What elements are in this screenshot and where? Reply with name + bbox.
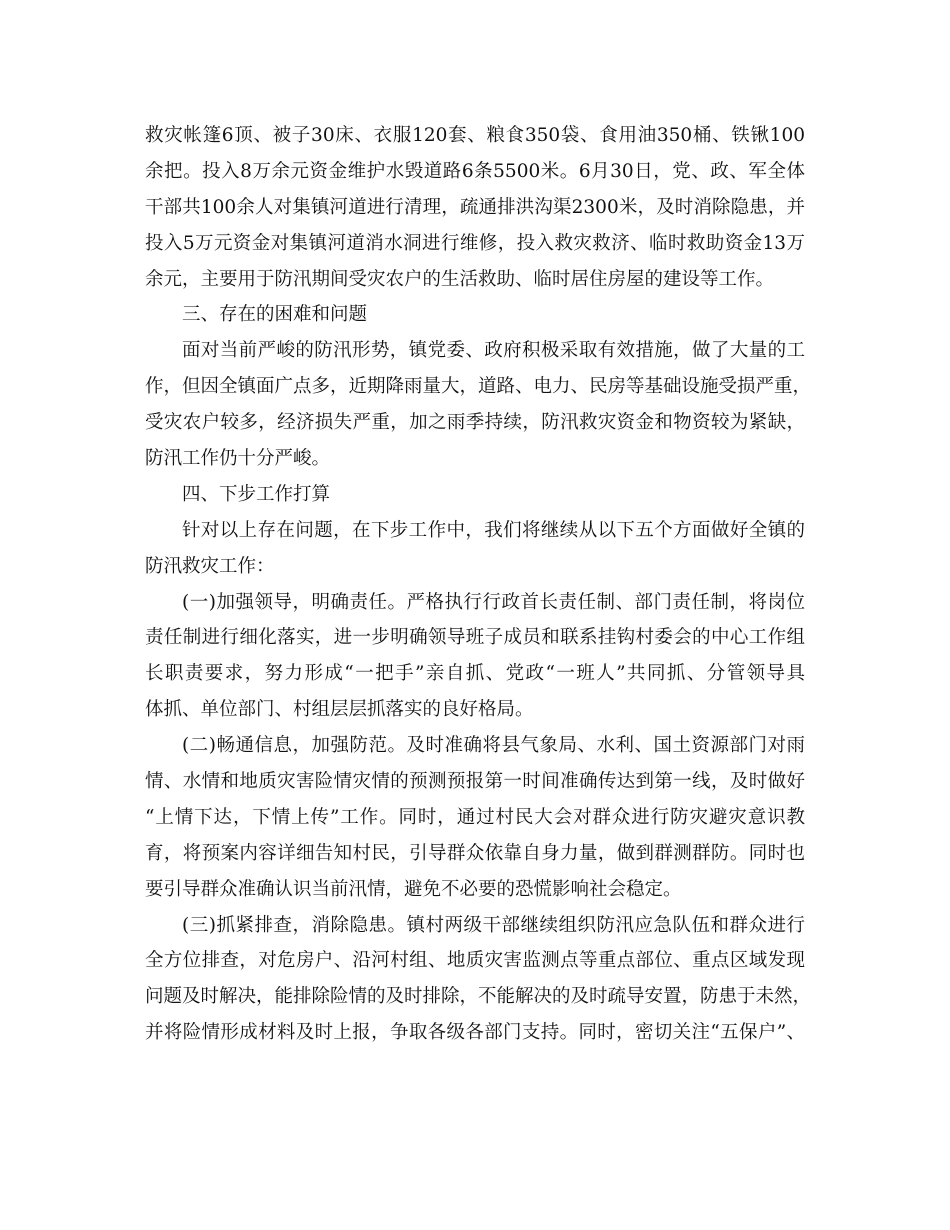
text-line: (二)畅通信息，加强防范。及时准确将县气象局、水利、国土资源部门对雨: [182, 735, 805, 757]
text-line: 余元，主要用于防汛期间受灾农户的生活救助、临时居住房屋的建设等工作。: [145, 268, 775, 290]
text-line: 育，将预案内容详细告知村民，引导群众依靠自身力量，做到群测群防。同时也: [145, 842, 805, 864]
text-line: 全方位排查，对危房户、沿河村组、地质灾害监测点等重点部位、重点区域发现: [145, 950, 805, 972]
text-line: 针对以上存在问题，在下步工作中，我们将继续从以下五个方面做好全镇的: [182, 519, 805, 541]
text-line: 要引导群众准确认识当前汛情，避免不必要的恐慌影响社会稳定。: [145, 878, 682, 900]
text-line: 余把。投入8万余元资金维护水毁道路6条5500米。6月30日，党、政、军全体: [145, 160, 805, 182]
text-line: 作，但因全镇面广点多，近期降雨量大，道路、电力、民房等基础设施受损严重，: [145, 376, 812, 398]
text-line: 防汛救灾工作：: [145, 555, 275, 577]
section-heading: 四、下步工作打算: [182, 483, 331, 505]
section-heading: 三、存在的困难和问题: [182, 304, 368, 326]
document-body: [145, 118, 812, 1051]
text-line: “上情下达，下情上传”工作。同时，通过村民大会对群众进行防灾避灾意识教: [145, 806, 805, 828]
text-line: 长职责要求，努力形成“一把手”亲自抓、党政“一班人”共同抓、分管领导具: [145, 663, 805, 685]
text-line: 面对当前严峻的防汛形势，镇党委、政府积极采取有效措施，做了大量的工: [182, 340, 805, 362]
text-line: 受灾农户较多，经济损失严重，加之雨季持续，防汛救灾资金和物资较为紧缺，: [145, 412, 805, 434]
text-line: 救灾帐篷6顶、被子30床、衣服120套、粮食350袋、食用油350桶、铁锹100: [145, 125, 805, 146]
text-line: (三)抓紧排查，消除隐患。镇村两级干部继续组织防汛应急队伍和群众进行: [182, 914, 805, 936]
text-line: (一)加强领导，明确责任。严格执行行政首长责任制、部门责任制，将岗位: [182, 591, 805, 613]
text-line: 体抓、单位部门、村组层层抓落实的良好格局。: [145, 699, 534, 721]
text-line: 防汛工作仍十分严峻。: [145, 448, 331, 470]
text-line: 情、水情和地质灾害险情灾情的预测预报第一时间准确传达到第一线，及时做好: [145, 771, 805, 793]
text-line: 干部共100余人对集镇河道进行清理，疏通排洪沟渠2300米，及时消除隐患，并: [145, 196, 805, 218]
text-line: 责任制进行细化落实，进一步明确领导班子成员和联系挂钩村委会的中心工作组: [145, 627, 805, 649]
text-line: 并将险情形成材料及时上报，争取各级各部门支持。同时，密切关注“五保户”、: [145, 1022, 805, 1044]
text-line: 投入5万元资金对集镇河道消水洞进行维修，投入救灾救济、临时救助资金13万: [145, 232, 805, 254]
text-line: 问题及时解决，能排除险情的及时排除，不能解决的及时疏导安置，防患于未然，: [145, 986, 812, 1008]
